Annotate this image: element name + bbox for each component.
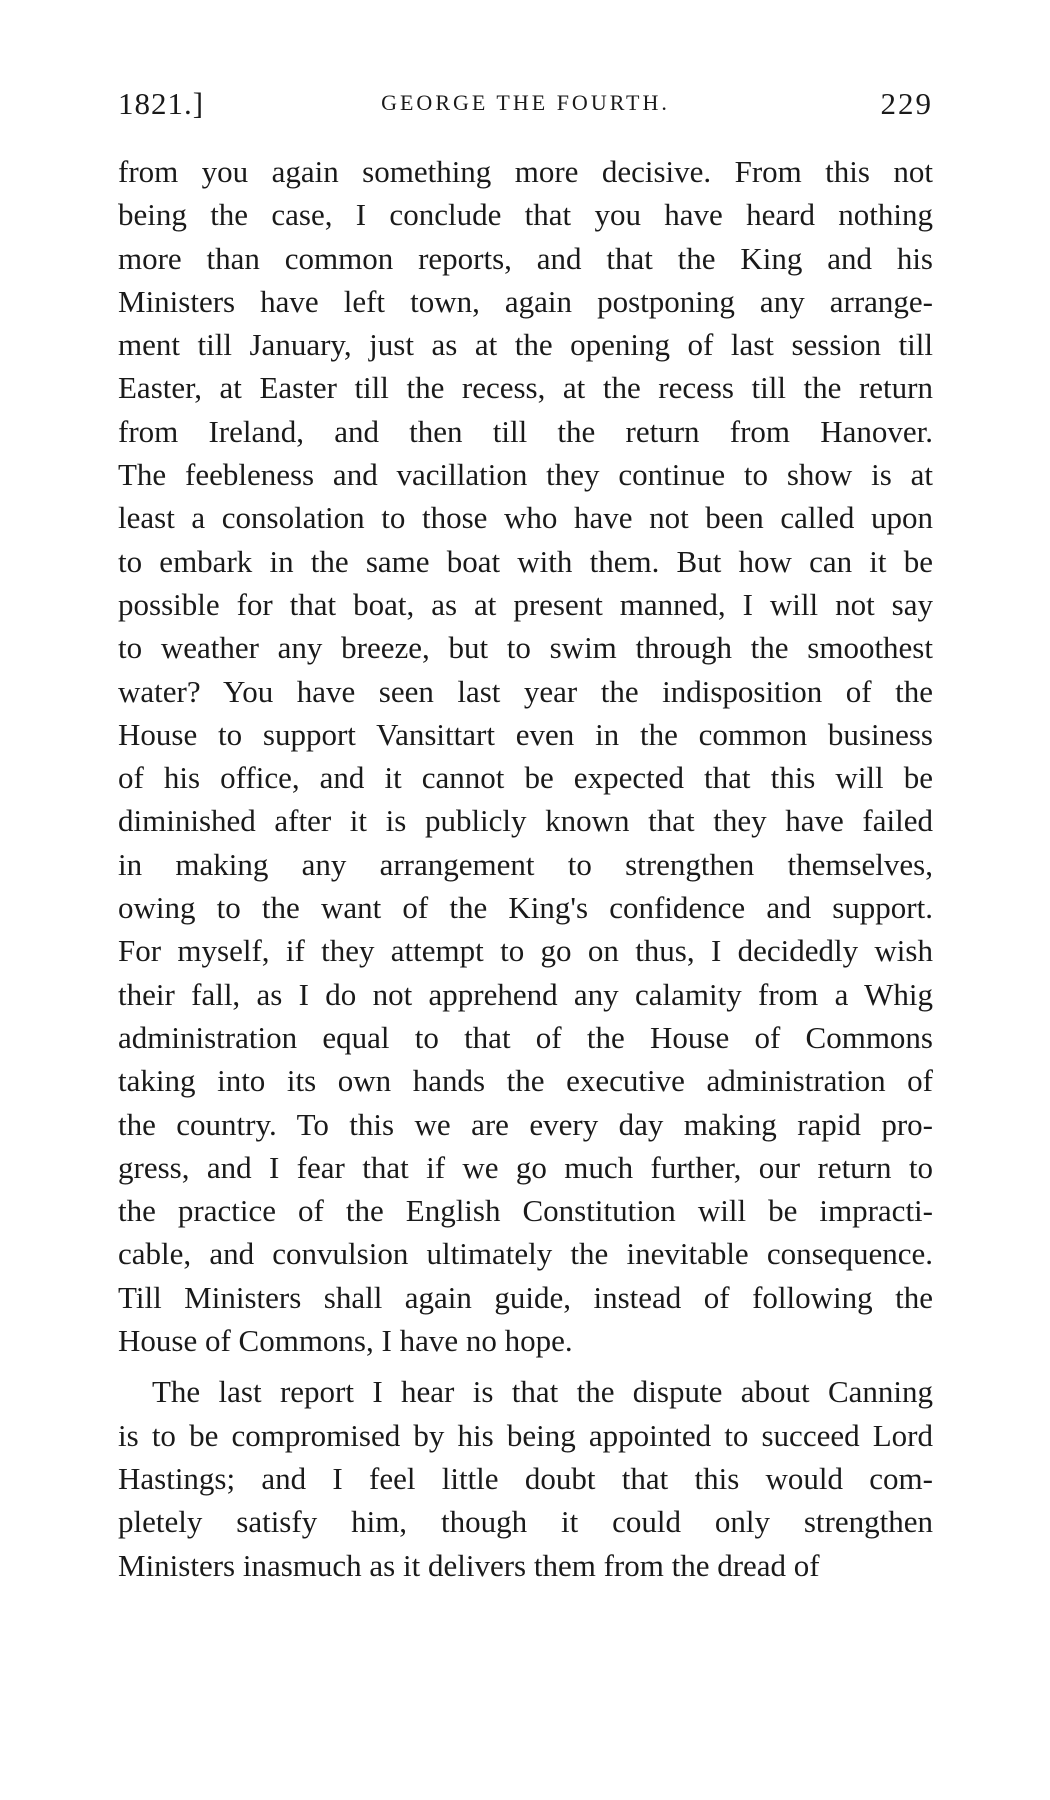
text-line: the practice of the English Constitution will be impracti- (118, 1193, 933, 1229)
text-line: The last report I hear is that the dispute about Canning (152, 1374, 933, 1410)
paragraph-gap (118, 1362, 933, 1370)
text-line: in making any arrangement to strengthen themselves, (118, 846, 933, 882)
text-line: Hastings; and I feel little doubt that this would com- (118, 1460, 933, 1496)
text-line: diminished after it is publicly known that they have failed (118, 803, 933, 839)
text-line: administration equal to that of the House of Commons (118, 1019, 933, 1055)
text-line: from you again something more decisive. From this not (118, 154, 933, 189)
text-line: The feebleness and vacillation they continue to show is at (118, 457, 933, 493)
text-line: from Ireland, and then till the return from Hanover. (118, 413, 933, 449)
text-line: For myself, if they attempt to go on thus, I decidedly wish (118, 933, 933, 969)
text-line: ment till January, just as at the opening of last session till (118, 327, 933, 363)
text-line: is to be compromised by his being appointed to succeed Lord (118, 1417, 933, 1453)
text-line: least a consolation to those who have not been called upon (118, 500, 933, 536)
text-line: more than common reports, and that the King and his (118, 240, 933, 276)
text-line: water? You have seen last year the indisposition of the (118, 673, 933, 709)
text-line: owing to the want of the King's confidence and support. (118, 890, 933, 926)
text-line: their fall, as I do not apprehend any calamity from a Whig (118, 976, 933, 1012)
paragraph-1 (118, 150, 933, 1362)
text-line: Till Ministers shall again guide, instead of following the (118, 1279, 933, 1315)
text-line: House of Commons, I have no hope. (118, 1323, 573, 1359)
running-head-year: 1821.] (118, 86, 205, 121)
text-line: taking into its own hands the executive administration of (118, 1063, 933, 1099)
body-text (118, 150, 933, 1587)
text-line: Ministers have left town, again postponing any arrange- (118, 283, 933, 319)
text-line: cable, and convulsion ultimately the inevitable consequence. (118, 1236, 933, 1272)
text-line: of his office, and it cannot be expected that this will be (118, 760, 933, 796)
text-line: possible for that boat, as at present manned, I will not say (118, 586, 933, 622)
running-head-title: GEORGE THE FOURTH. (381, 90, 670, 115)
text-line: Easter, at Easter till the recess, at the recess till the return (118, 370, 933, 406)
text-line: Ministers inasmuch as it delivers them from the dread of (118, 1547, 820, 1583)
paragraph-2 (118, 1370, 933, 1586)
text-line: being the case, I conclude that you have heard nothing (118, 197, 933, 233)
text-line: gress, and I fear that if we go much further, our return to (118, 1149, 933, 1185)
text-line: pletely satisfy him, though it could only strengthen (118, 1504, 933, 1540)
text-line: to embark in the same boat with them. But how can it be (118, 543, 933, 579)
running-head (118, 86, 933, 130)
text-line: to weather any breeze, but to swim through the smoothest (118, 630, 933, 666)
text-line: the country. To this we are every day making rapid pro- (118, 1106, 933, 1142)
page-number: 229 (880, 86, 933, 121)
text-line: House to support Vansittart even in the common business (118, 716, 933, 752)
